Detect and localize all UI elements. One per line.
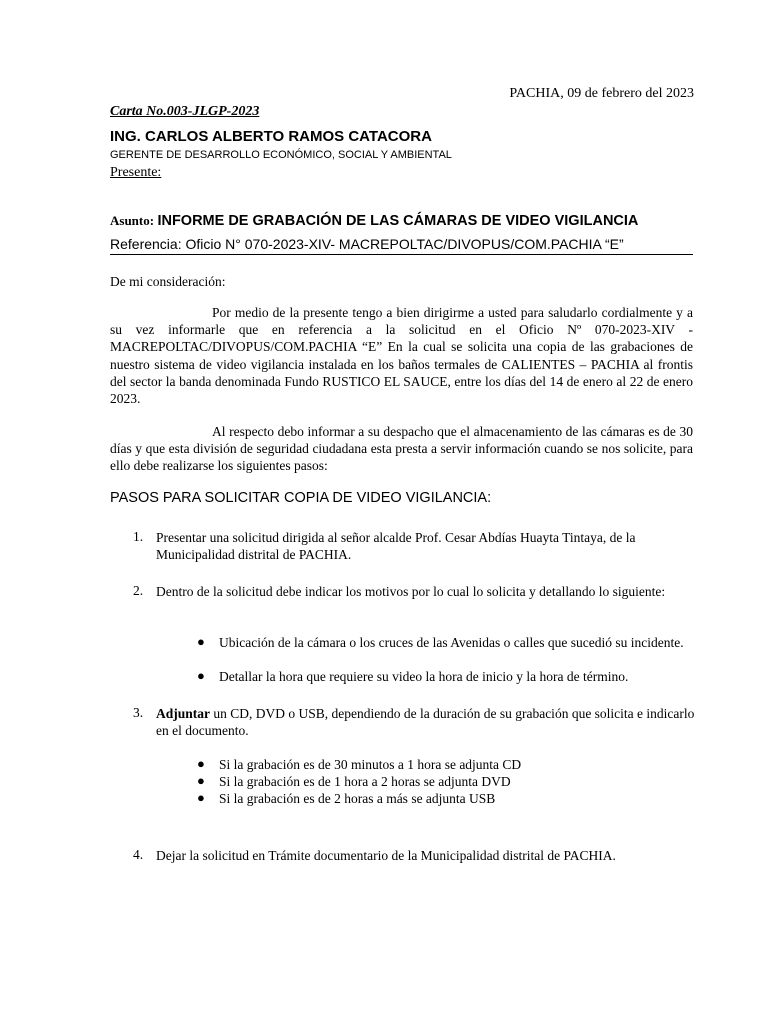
subject-line (110, 213, 693, 229)
letter-number: Carta No.003-JLGP-2023 (110, 104, 260, 119)
bullet-icon: ● (197, 773, 205, 788)
presente-label: Presente: (110, 165, 162, 180)
subject-label: Asunto: (110, 213, 155, 228)
steps-title: PASOS PARA SOLICITAR COPIA DE VIDEO VIGILANCIA: (110, 490, 492, 506)
step-2-text: Dentro de la solicitud debe indicar los motivos por lo cual lo solicita y detallando lo siguiente: (156, 584, 666, 599)
paragraph-2-text: Al respecto debo informar a su despacho que el almacenamiento de las cámaras es de 30 días y que esta división de seguridad ciudadana esta presta a servir información cuando se nos solicite, para ello debe realizarse los siguientes pasos: (110, 424, 693, 474)
step-3-bullet-2: Si la grabación es de 1 hora a 2 horas se adjunta DVD (219, 774, 511, 789)
letter-date: PACHIA, 09 de febrero del 2023 (509, 86, 694, 101)
bullet-icon: ● (197, 790, 205, 805)
step-3-bullet-1: Si la grabación es de 30 minutos a 1 hora se adjunta CD (219, 757, 522, 772)
bullet-icon: ● (197, 756, 205, 771)
recipient-name: ING. CARLOS ALBERTO RAMOS CATACORA (110, 128, 432, 145)
step-3-bullet-3: Si la grabación es de 2 horas a más se adjunta USB (219, 791, 496, 806)
bullet-icon: ● (197, 668, 205, 683)
step-2-bullet-1: Ubicación de la cámara o los cruces de las Avenidas o calles que sucedió su incidente. (219, 635, 684, 650)
step-1-number: 1. (133, 529, 144, 544)
step-3-number: 3. (133, 705, 144, 720)
step-3-bold: Adjuntar (156, 706, 211, 721)
subject-text: INFORME DE GRABACIÓN DE LAS CÁMARAS DE VIDEO VIGILANCIA (157, 213, 639, 229)
recipient-role: GERENTE DE DESARROLLO ECONÓMICO, SOCIAL Y AMBIENTAL (110, 149, 452, 161)
paragraph-2 (110, 423, 693, 475)
paragraph-1-text: Por medio de la presente tengo a bien dirigirme a usted para saludarlo cordialmente y a su vez informarle que en referencia a la solicitud en el Oficio Nº 070-2023-XIV - MACREPOLTAC/DIVOPUS/COM.PACHIA “E” En la cual se solicita una copia de las grabaciones de nuestro sistema de video vigilancia instalada en los baños termales de CALIENTES – PACHIA al frontis del sector la banda denominada Fundo RUSTICO EL SAUCE, entre los días del 14 de enero al 22 de enero 2023. (110, 305, 693, 407)
reference-line: Referencia: Oficio N° 070-2023-XIV- MACREPOLTAC/DIVOPUS/COM.PACHIA “E” (110, 236, 693, 255)
step-3-text (156, 705, 696, 739)
paragraph-1 (110, 304, 693, 407)
step-4-text: Dejar la solicitud en Trámite documentario de la Municipalidad distrital de PACHIA. (156, 848, 616, 863)
bullet-icon: ● (197, 634, 205, 649)
greeting: De mi consideración: (110, 274, 226, 289)
step-3-rest: un CD, DVD o USB, dependiendo de la duración de su grabación que solicita e indicarlo en el documento. (156, 706, 695, 739)
step-2-bullet-2: Detallar la hora que requiere su video la hora de inicio y la hora de término. (219, 669, 629, 684)
step-2-number: 2. (133, 583, 144, 598)
step-1-text: Presentar una solicitud dirigida al señor alcalde Prof. Cesar Abdías Huayta Tintaya, de la Municipalidad distrital de PACHIA. (156, 530, 636, 563)
step-4-number: 4. (133, 847, 144, 862)
